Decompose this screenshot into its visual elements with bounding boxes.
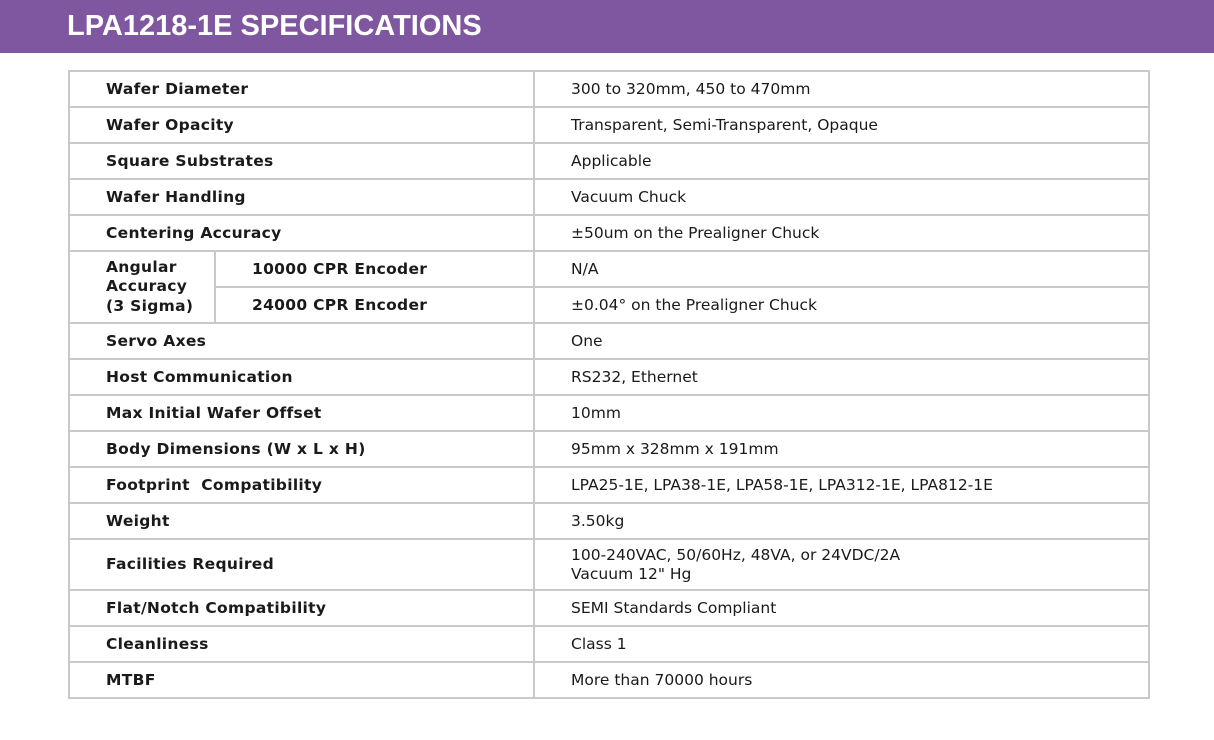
spec-value: ±50um on the Prealigner Chuck bbox=[534, 215, 1149, 251]
table-row bbox=[69, 359, 1149, 395]
spec-label: Max Initial Wafer Offset bbox=[69, 395, 534, 431]
table-row bbox=[69, 590, 1149, 626]
table-row bbox=[69, 395, 1149, 431]
spec-value: LPA25-1E, LPA38-1E, LPA58-1E, LPA312-1E, LPA812-1E bbox=[534, 467, 1149, 503]
spec-label: Weight bbox=[69, 503, 534, 539]
angular-accuracy-label: Angular Accuracy (3 Sigma) bbox=[69, 251, 215, 323]
spec-sublabel: 24000 CPR Encoder bbox=[215, 287, 534, 323]
spec-label: Wafer Diameter bbox=[69, 71, 534, 107]
spec-value: One bbox=[534, 323, 1149, 359]
spec-value: Applicable bbox=[534, 143, 1149, 179]
spec-label: MTBF bbox=[69, 662, 534, 698]
spec-value: Class 1 bbox=[534, 626, 1149, 662]
table-row bbox=[69, 215, 1149, 251]
spec-value: RS232, Ethernet bbox=[534, 359, 1149, 395]
spec-label: Wafer Opacity bbox=[69, 107, 534, 143]
table-row bbox=[69, 323, 1149, 359]
spec-label: Facilities Required bbox=[69, 539, 534, 590]
spec-value: 10mm bbox=[534, 395, 1149, 431]
spec-label: Centering Accuracy bbox=[69, 215, 534, 251]
page-title: LPA1218-1E SPECIFICATIONS bbox=[67, 10, 482, 42]
spec-label: Square Substrates bbox=[69, 143, 534, 179]
spec-value: Transparent, Semi-Transparent, Opaque bbox=[534, 107, 1149, 143]
spec-label: Wafer Handling bbox=[69, 179, 534, 215]
table-row bbox=[69, 107, 1149, 143]
table-row bbox=[69, 431, 1149, 467]
table-row bbox=[69, 179, 1149, 215]
table-row bbox=[69, 251, 1149, 287]
spec-label: Cleanliness bbox=[69, 626, 534, 662]
table-row bbox=[69, 626, 1149, 662]
spec-label: Footprint Compatibility bbox=[69, 467, 534, 503]
table-row bbox=[69, 662, 1149, 698]
table-row bbox=[69, 71, 1149, 107]
spec-value: Vacuum Chuck bbox=[534, 179, 1149, 215]
spec-value: 300 to 320mm, 450 to 470mm bbox=[534, 71, 1149, 107]
specifications-table bbox=[68, 70, 1150, 699]
table-row bbox=[69, 503, 1149, 539]
spec-label: Servo Axes bbox=[69, 323, 534, 359]
spec-label: Body Dimensions (W x L x H) bbox=[69, 431, 534, 467]
spec-label: Host Communication bbox=[69, 359, 534, 395]
spec-value: More than 70000 hours bbox=[534, 662, 1149, 698]
table-row bbox=[69, 467, 1149, 503]
table-row bbox=[69, 287, 1149, 323]
spec-value: SEMI Standards Compliant bbox=[534, 590, 1149, 626]
spec-value: N/A bbox=[534, 251, 1149, 287]
spec-sublabel: 10000 CPR Encoder bbox=[215, 251, 534, 287]
spec-value: 3.50kg bbox=[534, 503, 1149, 539]
table-row bbox=[69, 143, 1149, 179]
table-row bbox=[69, 539, 1149, 590]
spec-value: 95mm x 328mm x 191mm bbox=[534, 431, 1149, 467]
spec-value: 100-240VAC, 50/60Hz, 48VA, or 24VDC/2A Vacuum 12" Hg bbox=[534, 539, 1149, 590]
spec-label: Flat/Notch Compatibility bbox=[69, 590, 534, 626]
page-header bbox=[0, 0, 1214, 53]
spec-value: ±0.04° on the Prealigner Chuck bbox=[534, 287, 1149, 323]
